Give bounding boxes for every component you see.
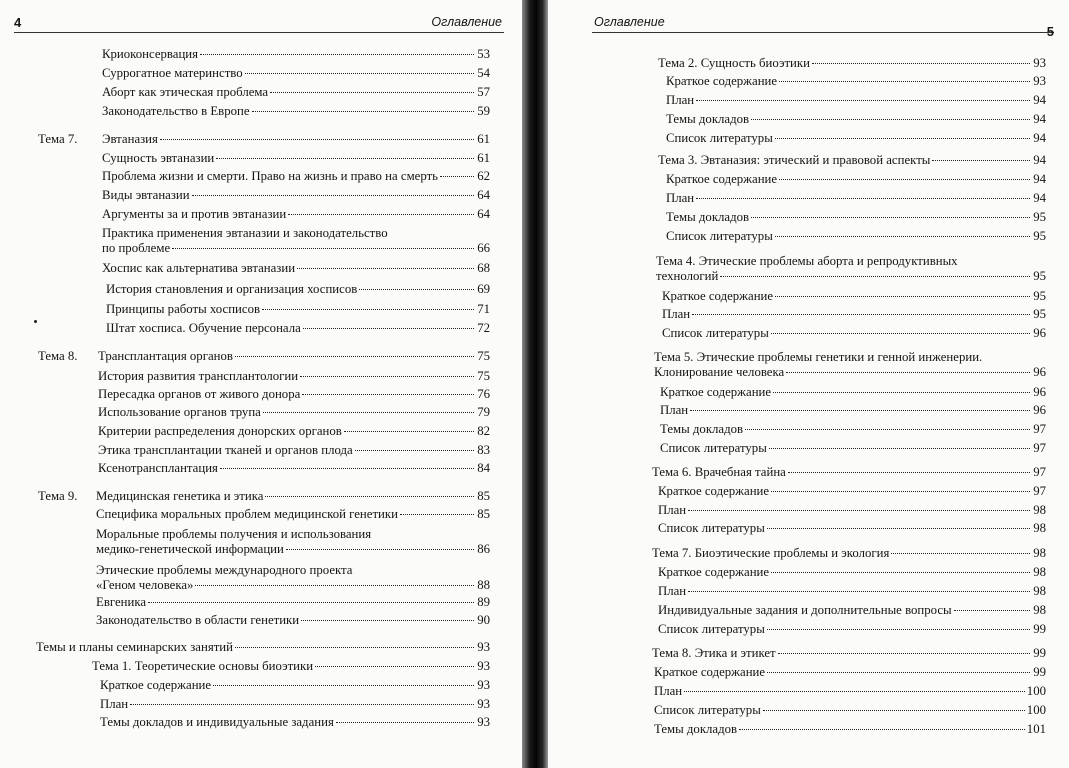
toc-entry[interactable] (96, 594, 490, 611)
toc-entry[interactable] (106, 301, 490, 318)
toc-entry-page: 57 (477, 85, 490, 99)
toc-entry-title: План (666, 191, 695, 205)
dot-leader (690, 410, 1030, 411)
toc-entry-page: 93 (477, 659, 490, 673)
toc-entry-title: Виды эвтаназии (102, 188, 190, 202)
dot-leader (769, 448, 1030, 449)
toc-entry-page: 64 (477, 207, 490, 221)
toc-entry-page: 100 (1026, 684, 1046, 698)
dot-leader (684, 691, 1025, 692)
toc-entry-title: План (100, 697, 129, 711)
toc-entry[interactable] (658, 583, 1046, 600)
toc-entry-title: Клонирование человека (654, 365, 785, 379)
toc-entry-title: Краткое содержание (658, 565, 770, 579)
dot-leader (812, 63, 1030, 64)
toc-entry-title: Хоспис как альтернатива эвтаназии (102, 261, 296, 275)
dot-leader (172, 248, 474, 249)
toc-entry[interactable] (658, 152, 1046, 169)
toc-entry-page: 66 (477, 241, 490, 255)
book-gutter (522, 0, 548, 768)
toc-entry[interactable] (654, 683, 1046, 700)
toc-entry-title: Тема 5. Этические проблемы генетики и генной инженерии. (654, 350, 983, 364)
toc-entry-page: 61 (477, 151, 490, 165)
toc-entry[interactable] (102, 260, 490, 277)
toc-entry-title: Тема 4. Этические проблемы аборта и репродуктивных (656, 254, 958, 268)
toc-entry-page: 64 (477, 188, 490, 202)
toc-entry[interactable] (666, 171, 1046, 188)
toc-entry-title: Сущность эвтаназии (102, 151, 215, 165)
toc-entry[interactable] (666, 130, 1046, 147)
toc-entry-page: 95 (1033, 229, 1046, 243)
dot-leader (775, 296, 1030, 297)
toc-entry-page: 95 (1033, 307, 1046, 321)
toc-entry-title: Темы докладов (666, 112, 750, 126)
toc-entry-page: 98 (1033, 603, 1046, 617)
dot-leader (315, 666, 474, 667)
toc-entry-title: Тема 1. Теоретические основы биоэтики (92, 659, 314, 673)
toc-entry[interactable] (100, 696, 490, 713)
dot-leader (745, 429, 1030, 430)
toc-entry-title: Темы и планы семинарских занятий (36, 640, 234, 654)
toc-entry[interactable] (102, 206, 490, 223)
dot-leader (297, 268, 474, 269)
toc-entry-page: 96 (1033, 365, 1046, 379)
toc-entry-title: Практика применения эвтаназии и законодательство (102, 226, 388, 240)
toc-entry-title: Законодательство в области генетики (96, 613, 300, 627)
dot-leader (344, 431, 474, 432)
dot-leader (763, 710, 1025, 711)
toc-entry[interactable] (658, 602, 1046, 619)
dot-leader (235, 356, 474, 357)
toc-entry-title: Аборт как этическая проблема (102, 85, 269, 99)
toc-entry-page: 84 (477, 461, 490, 475)
toc-entry-page: 53 (477, 47, 490, 61)
dot-leader (148, 602, 474, 603)
toc-entry-title: Краткое содержание (666, 172, 778, 186)
dot-leader (301, 620, 474, 621)
dot-leader (262, 309, 474, 310)
dot-leader (245, 73, 474, 74)
toc-entry[interactable] (658, 621, 1046, 638)
toc-entry[interactable] (100, 677, 490, 694)
dot-leader (400, 514, 474, 515)
toc-entry[interactable] (660, 402, 1046, 419)
toc-topic-number: Тема 9. (38, 489, 78, 503)
toc-entry[interactable] (96, 506, 490, 523)
dot-leader (891, 553, 1030, 554)
toc-entry[interactable] (102, 168, 490, 185)
dot-leader (767, 629, 1030, 630)
toc-entry-title: Тема 3. Эвтаназия: этический и правовой аспекты (658, 153, 931, 167)
toc-entry-page: 98 (1033, 503, 1046, 517)
toc-entry[interactable] (96, 526, 490, 558)
toc-entry-title: Список литературы (666, 229, 773, 243)
toc-entry-title: Этика трансплантации тканей и органов плода (98, 443, 353, 457)
toc-entry-page: 94 (1033, 93, 1046, 107)
toc-entry-title: Использование органов трупа (98, 405, 261, 419)
toc-entry-page: 94 (1033, 172, 1046, 186)
dot-leader (192, 195, 474, 196)
toc-entry[interactable] (100, 714, 490, 731)
toc-entry-title: Эвтаназия (102, 132, 158, 146)
toc-entry-title: Штат хосписа. Обучение персонала (106, 321, 301, 335)
toc-entry-title: Критерии распределения донорских органов (98, 424, 342, 438)
toc-entry[interactable] (96, 562, 490, 594)
toc-entry[interactable] (656, 253, 1046, 285)
toc-entry[interactable] (102, 131, 490, 148)
toc-entry-title: План (658, 503, 687, 517)
dot-leader (440, 176, 474, 177)
dot-leader (216, 158, 474, 159)
running-head-title: Оглавление (594, 15, 665, 29)
right-page (548, 0, 1069, 768)
toc-entry-page: 96 (1033, 326, 1046, 340)
dot-leader (739, 729, 1025, 730)
toc-entry-title: Список литературы (654, 703, 761, 717)
toc-entry-title: Краткое содержание (658, 484, 770, 498)
toc-entry[interactable] (660, 440, 1046, 457)
toc-entry-page: 99 (1033, 622, 1046, 636)
toc-entry-page: 98 (1033, 565, 1046, 579)
dot-leader (265, 496, 474, 497)
toc-entry[interactable] (102, 225, 490, 257)
dot-leader (751, 119, 1030, 120)
dot-leader (954, 610, 1030, 611)
dot-leader (773, 392, 1030, 393)
toc-entry[interactable] (98, 442, 490, 459)
page-number: 4 (14, 15, 22, 30)
toc-entry-page: 95 (1033, 210, 1046, 224)
toc-entry-title: План (658, 584, 687, 598)
toc-entry-title: Краткое содержание (654, 665, 766, 679)
dot-leader (779, 179, 1030, 180)
dot-leader (767, 672, 1030, 673)
toc-entry-title: Список литературы (658, 622, 765, 636)
toc-entry-title: Медицинская генетика и этика (96, 489, 264, 503)
toc-entry-page: 76 (477, 387, 490, 401)
toc-entry-page: 93 (477, 715, 490, 729)
toc-entry-page: 86 (477, 542, 490, 556)
dot-leader (788, 472, 1030, 473)
toc-entry-title: План (662, 307, 691, 321)
dot-leader (195, 585, 474, 586)
toc-entry-page: 54 (477, 66, 490, 80)
toc-entry-title: История становления и организация хосписов (106, 282, 358, 296)
toc-entry-page: 83 (477, 443, 490, 457)
toc-entry[interactable] (658, 520, 1046, 537)
dot-leader (779, 81, 1030, 82)
toc-entry[interactable] (96, 488, 490, 505)
toc-entry-title: Пересадка органов от живого донора (98, 387, 301, 401)
toc-entry-page: 69 (477, 282, 490, 296)
toc-entry-page: 93 (477, 678, 490, 692)
dot-leader (235, 647, 474, 648)
dot-leader (688, 510, 1030, 511)
toc-entry[interactable] (662, 306, 1046, 323)
toc-entry-title: План (666, 93, 695, 107)
dot-leader (300, 376, 474, 377)
toc-entry-title: Специфика моральных проблем медицинской генетики (96, 507, 398, 521)
toc-entry-page: 75 (477, 369, 490, 383)
toc-entry-page: 95 (1033, 269, 1046, 283)
toc-entry-title: Список литературы (666, 131, 773, 145)
dot-leader (252, 111, 474, 112)
toc-entry-page: 62 (477, 169, 490, 183)
dot-leader (696, 100, 1030, 101)
toc-entry-page: 99 (1033, 665, 1046, 679)
toc-entry-title: Список литературы (662, 326, 769, 340)
toc-entry-title: Аргументы за и против эвтаназии (102, 207, 287, 221)
toc-entry-title: План (660, 403, 689, 417)
toc-entry-title: медико-генетической информации (96, 542, 284, 556)
toc-topic-number: Тема 8. (38, 349, 78, 363)
toc-entry-title: Темы докладов (654, 722, 738, 736)
toc-entry-title: по проблеме (102, 241, 171, 255)
toc-entry[interactable] (102, 150, 490, 167)
dot-leader (771, 491, 1030, 492)
toc-entry-title: Краткое содержание (660, 385, 772, 399)
left-page (0, 0, 522, 768)
toc-entry[interactable] (652, 645, 1046, 662)
toc-entry[interactable] (666, 111, 1046, 128)
dot-leader (263, 412, 474, 413)
dot-leader (778, 653, 1030, 654)
toc-entry-page: 101 (1026, 722, 1046, 736)
toc-entry[interactable] (666, 190, 1046, 207)
toc-entry-title: План (654, 684, 683, 698)
toc-entry-title: Список литературы (658, 521, 765, 535)
toc-entry[interactable] (106, 320, 490, 337)
toc-entry[interactable] (102, 65, 490, 82)
toc-entry-page: 90 (477, 613, 490, 627)
toc-entry-page: 85 (477, 507, 490, 521)
toc-entry[interactable] (98, 348, 490, 365)
toc-entry[interactable] (658, 564, 1046, 581)
toc-entry[interactable] (98, 368, 490, 385)
toc-entry-title: Этические проблемы международного проекта (96, 563, 353, 577)
toc-entry-page: 98 (1033, 546, 1046, 560)
toc-entry-page: 97 (1033, 465, 1046, 479)
toc-entry-page: 97 (1033, 422, 1046, 436)
dot-leader (130, 704, 474, 705)
toc-entry[interactable] (658, 55, 1046, 72)
toc-entry-page: 85 (477, 489, 490, 503)
toc-entry[interactable] (98, 386, 490, 403)
toc-entry-title: Список литературы (660, 441, 767, 455)
toc-entry-title: Евгеника (96, 595, 147, 609)
dot-leader (160, 139, 474, 140)
toc-entry[interactable] (652, 464, 1046, 481)
toc-entry[interactable] (102, 46, 490, 63)
dot-leader (775, 138, 1030, 139)
toc-entry-page: 100 (1026, 703, 1046, 717)
toc-entry-page: 79 (477, 405, 490, 419)
toc-entry-title: Законодательство в Европе (102, 104, 250, 118)
dot-leader (751, 217, 1030, 218)
toc-entry-title: Криоконсервация (102, 47, 199, 61)
toc-entry-title: Проблема жизни и смерти. Право на жизнь и право на смерть (102, 169, 438, 183)
toc-topic-number: Тема 7. (38, 132, 78, 146)
dot-leader (359, 289, 474, 290)
dot-leader (220, 468, 474, 469)
toc-entry[interactable] (666, 73, 1046, 90)
toc-entry-title: Краткое содержание (100, 678, 212, 692)
toc-entry-page: 96 (1033, 403, 1046, 417)
toc-entry-page: 88 (477, 578, 490, 592)
toc-entry[interactable] (658, 502, 1046, 519)
toc-entry-page: 71 (477, 302, 490, 316)
dot-leader (932, 160, 1030, 161)
toc-entry-title: Краткое содержание (666, 74, 778, 88)
toc-entry[interactable] (96, 612, 490, 629)
dot-leader (771, 333, 1030, 334)
toc-entry-title: Темы докладов (666, 210, 750, 224)
toc-entry-title: Моральные проблемы получения и использования (96, 527, 372, 541)
dot-leader (775, 236, 1030, 237)
dot-leader (286, 549, 474, 550)
dot-leader (288, 214, 474, 215)
toc-entry-title: Суррогатное материнство (102, 66, 243, 80)
toc-entry-page: 94 (1033, 191, 1046, 205)
dot-leader (771, 572, 1030, 573)
dot-leader (688, 591, 1030, 592)
dot-leader (200, 54, 474, 55)
toc-entry-page: 68 (477, 261, 490, 275)
toc-entry[interactable] (654, 349, 1046, 381)
toc-entry-page: 89 (477, 595, 490, 609)
toc-entry-page: 94 (1033, 131, 1046, 145)
toc-entry-title: Тема 8. Этика и этикет (652, 646, 776, 660)
toc-entry[interactable] (654, 702, 1046, 719)
toc-entry-title: технологий (656, 269, 719, 283)
toc-entry[interactable] (660, 384, 1046, 401)
toc-entry[interactable] (106, 281, 490, 298)
toc-entry[interactable] (98, 404, 490, 421)
dot-leader (767, 528, 1030, 529)
toc-entry-page: 94 (1033, 153, 1046, 167)
toc-entry-title: Ксенотрансплантация (98, 461, 218, 475)
toc-entry-page: 97 (1033, 441, 1046, 455)
toc-entry-page: 93 (477, 640, 490, 654)
toc-entry-page: 95 (1033, 289, 1046, 303)
toc-entry[interactable] (92, 658, 490, 675)
dot-leader (696, 198, 1030, 199)
dot-leader (303, 328, 474, 329)
dot-leader (720, 276, 1030, 277)
toc-entry-page: 97 (1033, 484, 1046, 498)
toc-entry[interactable] (102, 103, 490, 120)
toc-entry[interactable] (666, 228, 1046, 245)
toc-entry-title: Тема 6. Врачебная тайна (652, 465, 786, 479)
toc-entry-page: 98 (1033, 584, 1046, 598)
scan-speck (34, 320, 37, 323)
toc-entry[interactable] (658, 483, 1046, 500)
toc-entry-page: 98 (1033, 521, 1046, 535)
toc-entry[interactable] (102, 187, 490, 204)
running-head (14, 10, 504, 33)
toc-entry-page: 59 (477, 104, 490, 118)
toc-entry[interactable] (652, 545, 1046, 562)
toc-entry-page: 75 (477, 349, 490, 363)
toc-entry-page: 96 (1033, 385, 1046, 399)
toc-entry[interactable] (660, 421, 1046, 438)
running-head-title: Оглавление (431, 15, 502, 29)
toc-entry[interactable] (102, 84, 490, 101)
toc-entry-title: История развития трансплантологии (98, 369, 299, 383)
toc-entry-page: 94 (1033, 112, 1046, 126)
toc-entry-page: 93 (477, 697, 490, 711)
toc-entry-page: 82 (477, 424, 490, 438)
toc-entry[interactable] (98, 460, 490, 477)
toc-entry[interactable] (654, 721, 1046, 738)
dot-leader (302, 394, 474, 395)
toc-entry-title: Трансплантация органов (98, 349, 233, 363)
toc-entry[interactable] (662, 288, 1046, 305)
page-number: 5 (1046, 24, 1054, 39)
toc-entry-page: 93 (1033, 74, 1046, 88)
toc-entry-title: Темы докладов (660, 422, 744, 436)
toc-entry-title: Индивидуальные задания и дополнительные вопросы (658, 603, 952, 617)
toc-entry-title: «Геном человека» (96, 578, 194, 592)
dot-leader (786, 372, 1030, 373)
toc-entry-title: Принципы работы хосписов (106, 302, 261, 316)
toc-entry[interactable] (666, 92, 1046, 109)
toc-entry-page: 61 (477, 132, 490, 146)
toc-entry[interactable] (666, 209, 1046, 226)
toc-entry-title: Тема 7. Биоэтические проблемы и экология (652, 546, 890, 560)
dot-leader (270, 92, 474, 93)
toc-entry[interactable] (662, 325, 1046, 342)
toc-entry-page: 72 (477, 321, 490, 335)
dot-leader (213, 685, 474, 686)
toc-entry-title: Краткое содержание (662, 289, 774, 303)
toc-entry[interactable] (654, 664, 1046, 681)
dot-leader (336, 722, 474, 723)
toc-entry[interactable] (36, 639, 490, 656)
toc-entry[interactable] (98, 423, 490, 440)
toc-entry-title: Темы докладов и индивидуальные задания (100, 715, 334, 729)
running-head (592, 10, 1054, 39)
toc-entry-page: 99 (1033, 646, 1046, 660)
toc-entry-page: 93 (1033, 56, 1046, 70)
toc-entry-title: Тема 2. Сущность биоэтики (658, 56, 810, 70)
dot-leader (355, 450, 474, 451)
dot-leader (692, 314, 1030, 315)
